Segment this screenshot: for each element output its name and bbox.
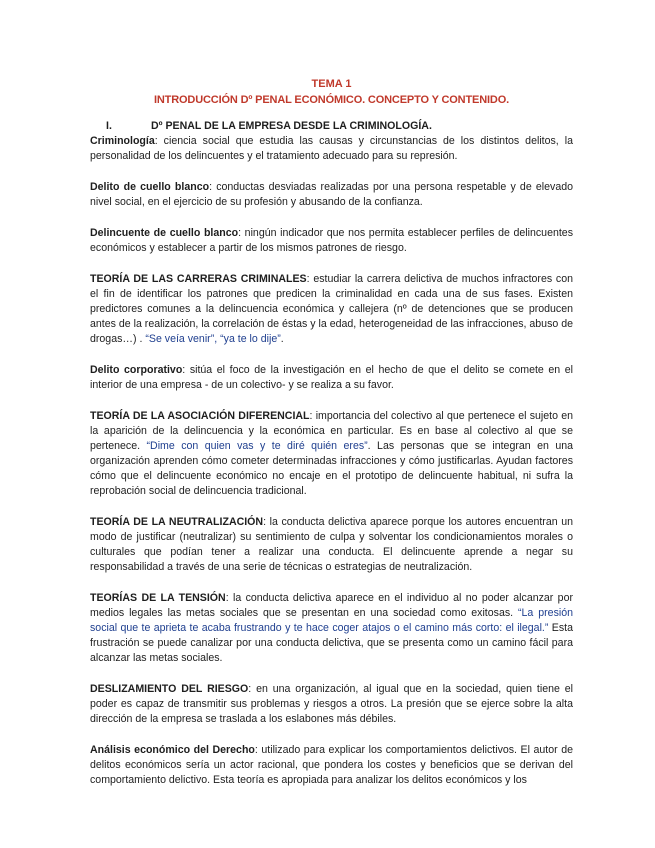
document-title bbox=[90, 76, 573, 108]
entry-quote: “La presión social que te aprieta te acaba frustrando y te hace coger atajos o el camino más corto: el ilegal.” bbox=[90, 607, 573, 634]
entry-delincuente-cuello-blanco bbox=[90, 226, 573, 256]
entry-term: Análisis económico del Derecho bbox=[90, 744, 255, 756]
entry-term: TEORÍA DE LAS CARRERAS CRIMINALES bbox=[90, 273, 307, 285]
entry-term: TEORÍA DE LA NEUTRALIZACIÓN bbox=[90, 516, 264, 528]
entry-after: . Las personas que se integran en una organización aprenden cómo cometer determinadas infracciones y cómo justificarlas. Ayudan factores cómo que el delincuente económico no encaje en el prototipo de delincuente habitual, ni sufra la reprobación social de delincuencia tradicional. bbox=[90, 440, 573, 497]
entry-teoria-asociacion-diferencial bbox=[90, 409, 573, 499]
section-number: I. bbox=[106, 120, 112, 132]
entry-term: DESLIZAMIENTO DEL RIESGO bbox=[90, 683, 249, 695]
entry-term: TEORÍA DE LA ASOCIACIÓN DIFERENCIAL bbox=[90, 410, 310, 422]
section-heading bbox=[90, 119, 573, 134]
entry-text: : conductas desviadas realizadas por una persona respetable y de elevado nivel social, en el ejercicio de su profesión y abusando de la confianza. bbox=[90, 181, 574, 208]
entry-text: : importancia del colectivo al que pertenece el sujeto en la aparición de la delincuencia y la económica en particular. Es en base al colectivo al que se pertenece. bbox=[90, 410, 573, 452]
section-title: Dº PENAL DE LA EMPRESA DESDE LA CRIMINOLOGÍA. bbox=[151, 120, 432, 132]
entry-text: : la conducta delictiva aparece en el individuo al no poder alcanzar por medios legales las metas sociales que se presentan en una sociedad como exitosas. bbox=[90, 592, 573, 619]
entry-delito-cuello-blanco bbox=[90, 180, 573, 210]
entry-criminologia bbox=[90, 134, 573, 164]
entry-teorias-tension bbox=[90, 591, 573, 666]
entry-term: Delincuente de cuello blanco bbox=[90, 227, 239, 239]
entry-text: : utilizado para explicar los comportamientos delictivos. El autor de delitos económicos sería un actor racional, que pondera los costes y beneficios que se derivan del comportamiento delictivo. Esta teoría es apropiada para analizar los delitos económicos y los bbox=[90, 744, 573, 786]
entry-delito-corporativo bbox=[90, 363, 573, 393]
entry-after: . bbox=[280, 333, 284, 345]
entry-quote: “Dime con quien vas y te diré quién eres” bbox=[146, 440, 368, 452]
entry-deslizamiento-riesgo bbox=[90, 682, 573, 727]
entry-term: Delito de cuello blanco bbox=[90, 181, 210, 193]
entry-text: : ciencia social que estudia las causas y circunstancias de los distintos delitos, la personalidad de los delincuentes y el tratamiento adecuado para su represión. bbox=[90, 135, 573, 162]
entry-term: TEORÍAS DE LA TENSIÓN bbox=[90, 592, 226, 604]
entry-term: Criminología bbox=[90, 135, 155, 147]
entry-text: : estudiar la carrera delictiva de muchos infractores con el fin de identificar los patrones que predicen la criminalidad en cada una de sus fases. Existen predictores comunes a la delincuencia económica y callejera (nº de detenciones que se producen antes de la realización, la correlación de éstas y la edad, heterogeneidad de las infracciones, abuso de drogas…) . bbox=[90, 273, 573, 345]
title-line-2: INTRODUCCIÓN Dº PENAL ECONÓMICO. CONCEPTO Y CONTENIDO. bbox=[153, 94, 510, 106]
entry-text: : ningún indicador que nos permita establecer perfiles de delincuentes económicos y establecer a partir de los mismos patrones de riesgo. bbox=[90, 227, 573, 254]
entry-text: : en una organización, al igual que en la sociedad, quien tiene el poder es capaz de transmitir sus problemas y riesgos a otros. La presión que se ejerce sobre la alta dirección de la empresa se traslada a los eslabones más débiles. bbox=[90, 683, 573, 725]
entry-text: : la conducta delictiva aparece porque los autores encuentran un modo de justificar (neutralizar) su sentimiento de culpa y solventar los condicionamientos morales o culturales que podían tener a realizar una conducta. El delincuente aprende a negar su responsabilidad a través de una serie de técnicas o estrategias de neutralización. bbox=[90, 516, 574, 573]
title-line-1: TEMA 1 bbox=[311, 78, 352, 90]
entry-term: Delito corporativo bbox=[90, 364, 183, 376]
entry-teoria-carreras-criminales bbox=[90, 272, 573, 347]
entry-quote: “Se veía venir”, “ya te lo dije” bbox=[145, 333, 281, 345]
entry-teoria-neutralizacion bbox=[90, 515, 573, 575]
entry-after: Esta frustración se puede canalizar por una conducta delictiva, que se presenta como un camino fácil para alcanzar las metas sociales. bbox=[90, 622, 573, 664]
entry-text: : sitúa el foco de la investigación en el hecho de que el delito se comete en el interior de una empresa - de un colectivo- y se realiza a su favor. bbox=[90, 364, 573, 391]
entry-analisis-economico bbox=[90, 743, 573, 788]
